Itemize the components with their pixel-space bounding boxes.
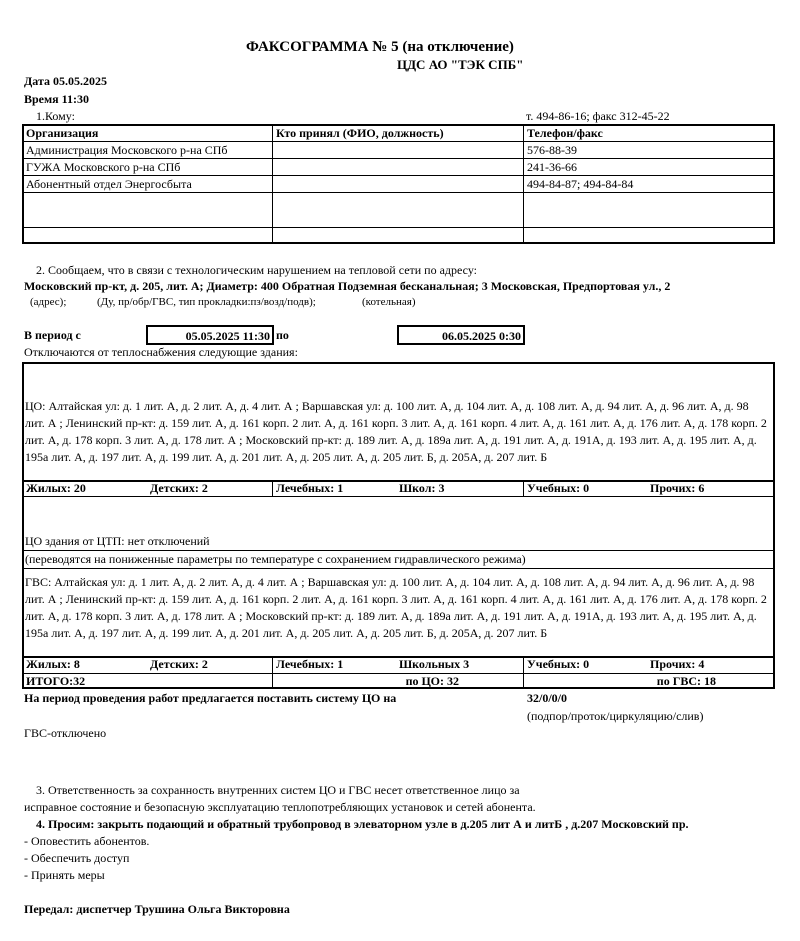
to-label: 1.Кому:: [36, 109, 75, 123]
hint-params: (Ду, пр/обр/ГВС, тип прокладки:пз/возд/подв);: [97, 296, 316, 308]
fax-time: Время 11:30: [24, 92, 90, 106]
gvs-count-living: Жилых: 8: [26, 657, 80, 671]
gvs-off-note: ГВС-отключено: [24, 726, 107, 740]
co-count-living: Жилых: 20: [26, 481, 86, 495]
reduced-params-note: (переводятся на пониженные параметры по температуре с сохранением гидравлического режима): [25, 552, 526, 566]
total-label: ИТОГО:32: [26, 674, 86, 688]
fax-date: Дата 05.05.2025: [24, 74, 107, 88]
table-divider: [523, 124, 524, 244]
action-item: - Оповестить абонентов.: [24, 834, 150, 848]
col-header-who: Кто принял (ФИО, должность): [276, 126, 444, 140]
setup-value: 32/0/0/0: [527, 691, 568, 705]
gvs-buildings-list: ГВС: Алтайская ул: д. 1 лит. А, д. 2 лит. А, д. 4 лит. А ; Варшавская ул: д. 100 лит. А, д. 104 лит. А, д. 108 лит. А, д. 94 лит. А, д. 96 лит. А, д. 98 лит. А ; Ленинский пр-кт: д. 159 лит. А, д. 161 корп. 2 лит. А, д. 161 корп. 3 лит. А, д. 161 корп. 4 лит. А, д. 161 лит. А, д. 176 лит. А, д. 178 корп. 2 лит. А, д. 178 корп. 3 лит. А, д. 178 лит. А ; Московский пр-кт: д. 189 лит. А, д. 189а лит. А, д. 191 лит. А, д. 191А, д. 193 лит. А, д. 195 лит. А, д. 195а лит. А, д. 197 лит. А, д. 199 лит. А, д. 201 лит. А, д. 205 лит. А, д. 205 лит. Б, д. 205А, д. 207 лит. Б: [25, 575, 767, 640]
period-to-box: [397, 325, 525, 345]
total-co: по ЦО: 32: [405, 674, 459, 688]
setup-hint: (подпор/проток/циркуляцию/слив): [527, 709, 704, 723]
action-item: - Обеспечить доступ: [24, 851, 130, 865]
col-header-org: Организация: [26, 126, 99, 140]
period-to: 06.05.2025 0:30: [442, 329, 521, 343]
period-from: 05.05.2025 11:30: [185, 329, 270, 343]
col-header-phone: Телефон/факс: [527, 126, 603, 140]
section4-request: 4. Просим: закрыть подающий и обратный трубопровод в элеваторном узле в д.205 лит А и литБ , д.207 Московский пр.: [36, 817, 689, 831]
table-row-org: ГУЖА Московского р-на СПб: [26, 160, 181, 174]
period-label: В период с: [24, 328, 81, 342]
buildings-note: Отключаются от теплоснабжения следующие здания:: [24, 345, 298, 359]
co-count-children: Детских: 2: [150, 481, 208, 495]
table-row-phone: 576-88-39: [527, 143, 577, 157]
section2-intro: 2. Сообщаем, что в связи с технологическим нарушением на тепловой сети по адресу:: [36, 263, 478, 277]
sent-by: Передал: диспетчер Трушина Ольга Викторовна: [24, 902, 290, 916]
gvs-count-medical: Лечебных: 1: [276, 657, 344, 671]
total-gvs: по ГВС: 18: [656, 674, 716, 688]
outage-address: Московский пр-кт, д. 205, лит. А; Диаметр: 400 Обратная Подземная бесканальная; 3 Московская, Предпортовая ул., 2: [24, 279, 671, 293]
hint-address: (адрес);: [30, 296, 67, 308]
table-divider: [272, 124, 273, 244]
gvs-count-other: Прочих: 4: [650, 657, 705, 671]
co-count-medical: Лечебных: 1: [276, 481, 344, 495]
gvs-count-educational: Учебных: 0: [527, 657, 590, 671]
co-count-educational: Учебных: 0: [527, 481, 590, 495]
period-to-label: по: [276, 328, 289, 342]
period-from-box: [146, 325, 274, 345]
co-count-other: Прочих: 6: [650, 481, 705, 495]
gvs-count-schools: Школьных 3: [399, 657, 470, 671]
hint-boiler: (котельная): [362, 296, 416, 308]
co-buildings-list: ЦО: Алтайская ул: д. 1 лит. А, д. 2 лит. А, д. 4 лит. А ; Варшавская ул: д. 100 лит. А, д. 104 лит. А, д. 108 лит. А, д. 94 лит. А, д. 96 лит. А, д. 98 лит. А ; Ленинский пр-кт: д. 159 лит. А, д. 161 корп. 2 лит. А, д. 161 корп. 3 лит. А, д. 161 корп. 4 лит. А, д. 161 лит. А, д. 176 лит. А, д. 178 корп. 2 лит. А, д. 178 корп. 3 лит. А, д. 178 лит. А ; Московский пр-кт: д. 189 лит. А, д. 189а лит. А, д. 191 лит. А, д. 191А, д. 193 лит. А, д. 195 лит. А, д. 195а лит. А, д. 197 лит. А, д. 199 лит. А, д. 201 лит. А, д. 205 лит. А, д. 205 лит. Б, д. 205А, д. 207 лит. Б: [25, 399, 767, 464]
table-row-phone: 494-84-87; 494-84-84: [527, 177, 634, 191]
table-row-phone: 241-36-66: [527, 160, 577, 174]
setup-text: На период проведения работ предлагается поставить систему ЦО на: [24, 691, 397, 705]
gvs-count-children: Детских: 2: [150, 657, 208, 671]
section3-line2: исправное состояние и безопасную эксплуатацию теплопотребляющих установок и сетей абонента.: [24, 800, 536, 814]
sender-phones: т. 494-86-16; факс 312-45-22: [526, 109, 670, 123]
table-row-org: Абонентный отдел Энергосбыта: [26, 177, 192, 191]
co-count-schools: Школ: 3: [399, 481, 445, 495]
fax-title: ФАКСОГРАММА № 5 (на отключение): [246, 39, 514, 55]
table-row-org: Администрация Московского р-на СПб: [26, 143, 228, 157]
sender-org: ЦДС АО "ТЭК СПБ": [397, 57, 524, 72]
section3-line1: 3. Ответственность за сохранность внутренних систем ЦО и ГВС несет ответственное лицо за: [36, 783, 520, 797]
action-item: - Принять меры: [24, 868, 105, 882]
co-ctp-status: ЦО здания от ЦТП: нет отключений: [25, 534, 210, 548]
